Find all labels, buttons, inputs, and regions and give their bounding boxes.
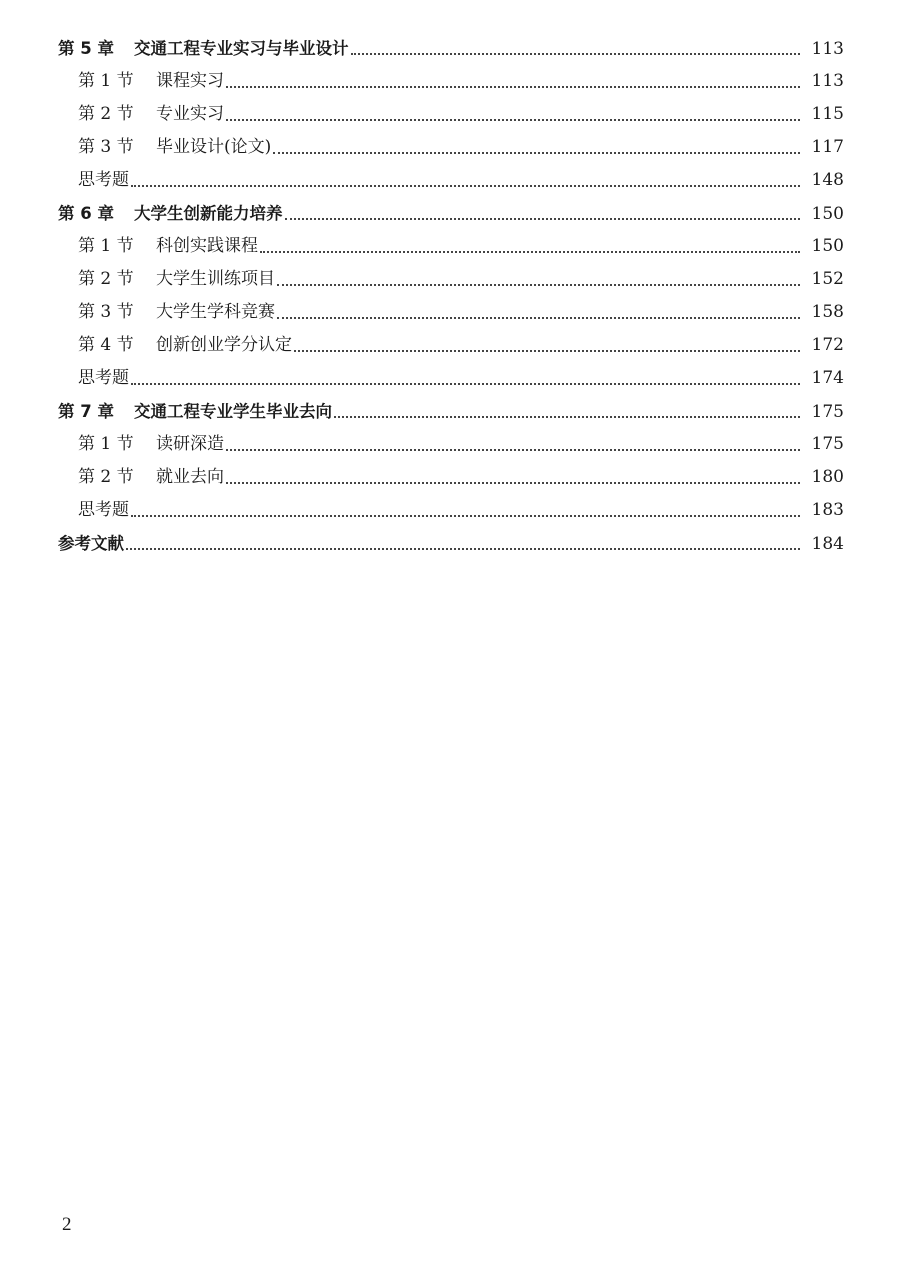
toc-section[interactable] <box>58 98 844 131</box>
section-number: 第 2 节 <box>78 467 134 487</box>
toc-chapter-5[interactable] <box>58 32 844 65</box>
toc-questions[interactable] <box>58 362 844 395</box>
section-number: 第 2 节 <box>78 104 134 124</box>
dot-leader <box>277 283 800 286</box>
chapter-number: 第 5 章 <box>58 39 114 58</box>
page-number: 113 <box>811 39 844 59</box>
section-title: 读研深造 <box>156 434 224 454</box>
chapter-number: 第 7 章 <box>58 402 114 421</box>
dot-leader <box>294 349 800 352</box>
toc-section[interactable] <box>58 461 844 494</box>
toc-section[interactable] <box>58 428 844 461</box>
page-number: 180 <box>811 467 844 487</box>
section-number: 第 1 节 <box>78 434 134 454</box>
section-title: 专业实习 <box>156 104 224 124</box>
table-of-contents <box>58 32 844 560</box>
section-title: 大学生学科竞赛 <box>156 302 275 322</box>
page-number: 175 <box>811 402 844 422</box>
page-number: 150 <box>811 204 844 224</box>
dot-leader <box>285 217 801 220</box>
chapter-title: 大学生创新能力培养 <box>134 204 283 223</box>
page-number: 183 <box>811 500 844 520</box>
toc-section[interactable] <box>58 65 844 98</box>
toc-chapter-6[interactable] <box>58 197 844 230</box>
dot-leader <box>273 151 800 154</box>
toc-section[interactable] <box>58 296 844 329</box>
dot-leader <box>226 448 800 451</box>
toc-section[interactable] <box>58 230 844 263</box>
section-title: 大学生训练项目 <box>156 269 275 289</box>
questions-title: 思考题 <box>78 500 129 520</box>
page-number: 148 <box>811 170 844 190</box>
dot-leader <box>126 547 800 550</box>
toc-section[interactable] <box>58 263 844 296</box>
section-number: 第 3 节 <box>78 137 134 157</box>
dot-leader <box>131 514 800 517</box>
questions-title: 思考题 <box>78 170 129 190</box>
section-title: 课程实习 <box>156 71 224 91</box>
page-number: 158 <box>811 302 844 322</box>
toc-references[interactable] <box>58 527 844 560</box>
page-number: 150 <box>811 236 844 256</box>
section-number: 第 1 节 <box>78 71 134 91</box>
chapter-number: 第 6 章 <box>58 204 114 223</box>
page-number: 115 <box>811 104 844 124</box>
chapter-title: 交通工程专业实习与毕业设计 <box>134 39 349 58</box>
section-number: 第 3 节 <box>78 302 134 322</box>
toc-section[interactable] <box>58 131 844 164</box>
dot-leader <box>226 118 800 121</box>
section-title: 毕业设计(论文) <box>156 137 272 157</box>
dot-leader <box>131 382 800 385</box>
page-number: 152 <box>811 269 844 289</box>
page-folio-number: 2 <box>62 1214 72 1235</box>
section-title: 就业去向 <box>156 467 224 487</box>
dot-leader <box>260 250 800 253</box>
page-number: 113 <box>811 71 844 91</box>
dot-leader <box>226 481 800 484</box>
toc-chapter-7[interactable] <box>58 395 844 428</box>
references-title: 参考文献 <box>58 534 124 553</box>
section-number: 第 2 节 <box>78 269 134 289</box>
dot-leader <box>351 52 801 55</box>
dot-leader <box>131 184 800 187</box>
chapter-title: 交通工程专业学生毕业去向 <box>134 402 332 421</box>
page-number: 174 <box>811 368 844 388</box>
page-number: 172 <box>811 335 844 355</box>
questions-title: 思考题 <box>78 368 129 388</box>
section-number: 第 4 节 <box>78 335 134 355</box>
toc-questions[interactable] <box>58 494 844 527</box>
dot-leader <box>277 316 800 319</box>
page-number: 184 <box>811 534 844 554</box>
dot-leader <box>334 415 800 418</box>
page-number: 175 <box>811 434 844 454</box>
toc-section[interactable] <box>58 329 844 362</box>
dot-leader <box>226 85 800 88</box>
toc-questions[interactable] <box>58 164 844 197</box>
page-number: 117 <box>811 137 844 157</box>
section-title: 创新创业学分认定 <box>156 335 292 355</box>
section-number: 第 1 节 <box>78 236 134 256</box>
section-title: 科创实践课程 <box>156 236 258 256</box>
